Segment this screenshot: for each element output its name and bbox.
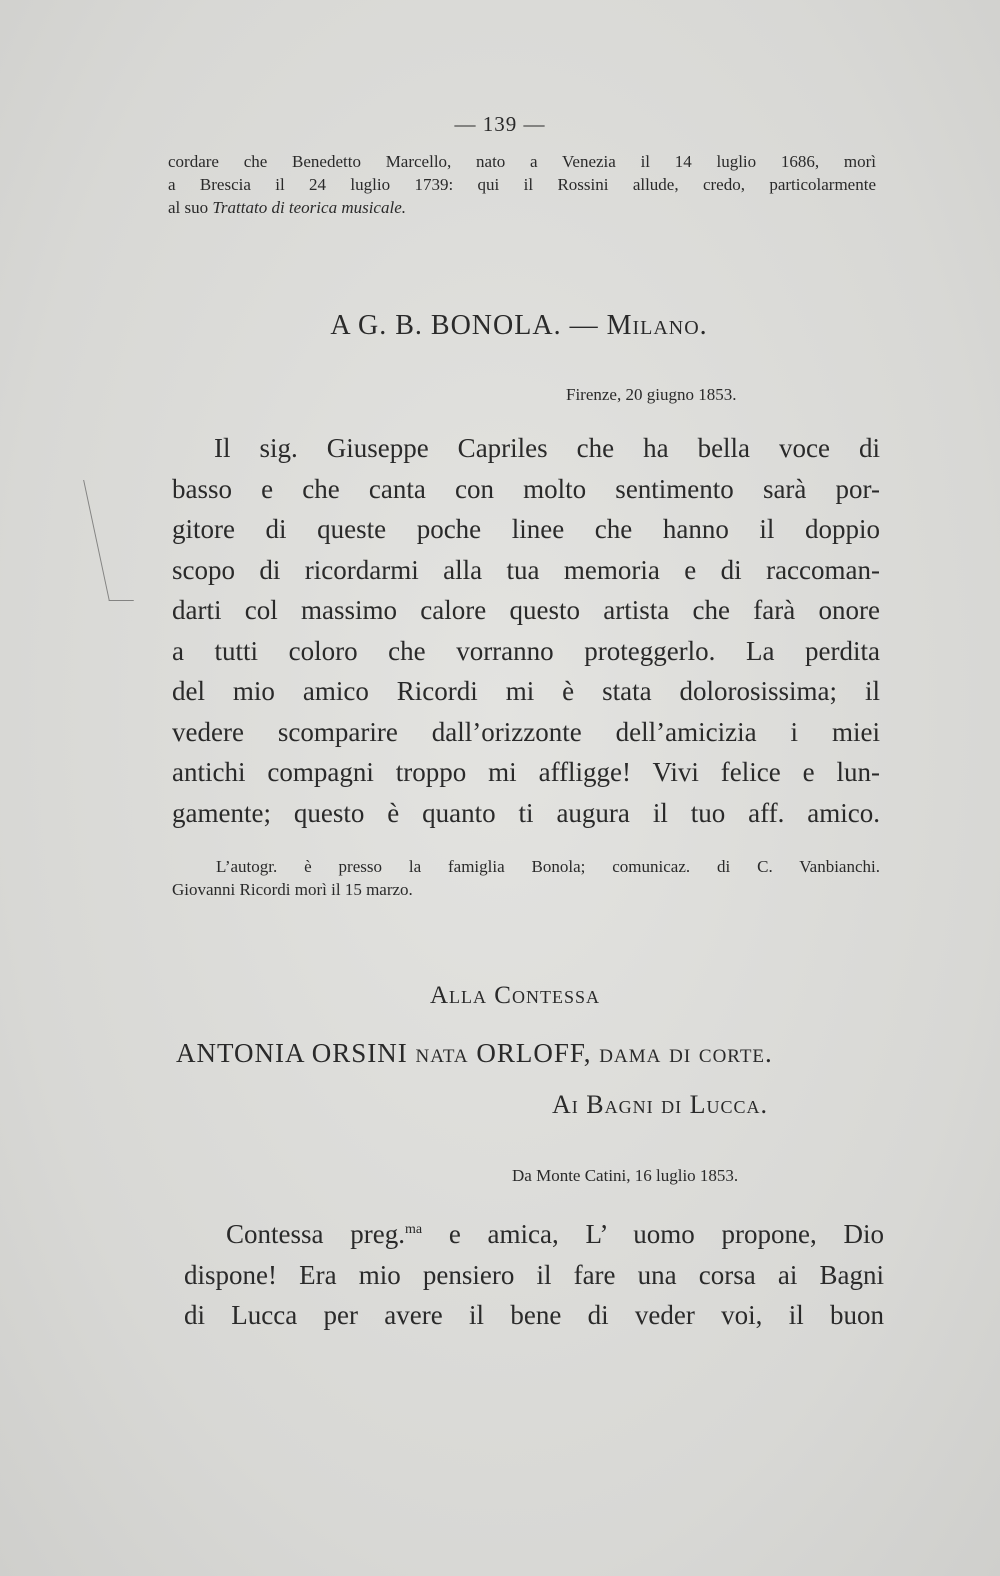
letter-1-line: darti col massimo calore questo artista che farà onore [172, 595, 880, 625]
top-note-line-3-prefix: al suo [168, 198, 213, 217]
addressee-name: ANTONIA ORSINI [176, 1038, 416, 1068]
letter-2-heading-line-2 [176, 1038, 773, 1069]
letter-1-date: Firenze, 20 giugno 1853. [566, 385, 737, 404]
letter-1-line: scopo di ricordarmi alla tua memoria e di raccoman- [172, 554, 880, 585]
letter-1-line: Il sig. Giuseppe Capriles che ha bella voce di [214, 433, 880, 463]
page-number: — 139 — [454, 112, 546, 136]
top-note-line-1: cordare che Benedetto Marcello, nato a Venezia il 14 luglio 1686, morì [168, 152, 876, 171]
letter-1-line: vedere scomparire dall’orizzonte dell’amicizia i miei [172, 716, 880, 747]
letter-1-line: gitore di queste poche linee che hanno il doppio [172, 514, 880, 544]
addressee-nata: nata [415, 1038, 469, 1068]
top-note-line-3 [168, 196, 876, 219]
letter-1-footnote [172, 855, 880, 901]
letter-2-line-1 [184, 1214, 884, 1255]
letter-2-line-1-rest: e amica, L’ uomo propone, Dio [422, 1219, 884, 1249]
letter-2-heading-line-1: Alla Contessa [430, 982, 600, 1009]
top-footnote [168, 150, 876, 219]
letter-1-body [172, 428, 880, 833]
letter-1-heading [0, 310, 1000, 342]
letter-1-line: basso e che canta con molto sentimento sarà por- [172, 473, 880, 504]
letter-2-body [184, 1214, 884, 1336]
letter-1-note-line-1: L’autogr. è presso la famiglia Bonola; comunicaz. di C. Vanbianchi. [216, 857, 880, 876]
letter-1-line: gamente; questo è quanto ti augura il tuo aff. amico. [172, 797, 880, 828]
addressee-surname: ORLOFF, [468, 1038, 600, 1068]
letter-1-note-line-2: Giovanni Ricordi morì il 15 marzo. [172, 880, 413, 899]
letter-1-line: a tutti coloro che vorranno proteggerlo. La perdita [172, 635, 880, 666]
margin-pencil-mark [83, 480, 134, 601]
letter-1-line: del mio amico Ricordi mi è stata dolorosissima; il [172, 676, 880, 706]
letter-2-line-3: di Lucca per avere il bene di veder voi, il buon [184, 1300, 884, 1330]
letter-1-line: antichi compagni troppo mi affligge! Vivi felice e lun- [172, 757, 880, 787]
letter-2-date: Da Monte Catini, 16 luglio 1853. [512, 1166, 739, 1185]
letter-2-salutation: Contessa preg. [226, 1219, 405, 1249]
letter-1-addressee: A G. B. BONOLA. — [330, 310, 607, 341]
top-note-line-2: a Brescia il 24 luglio 1739: qui il Rossini allude, credo, particolarmente [168, 175, 876, 194]
letter-2-line-2: dispone! Era mio pensiero il fare una corsa ai Bagni [184, 1259, 884, 1290]
letter-2-heading-line-3: Ai Bagni di Lucca. [552, 1090, 768, 1119]
book-title-italic: Trattato di teorica musicale. [212, 198, 406, 217]
letter-1-place: Milano. [606, 310, 708, 341]
letter-2-superscript: ma [404, 1222, 423, 1237]
addressee-title: dama di corte. [599, 1038, 773, 1068]
